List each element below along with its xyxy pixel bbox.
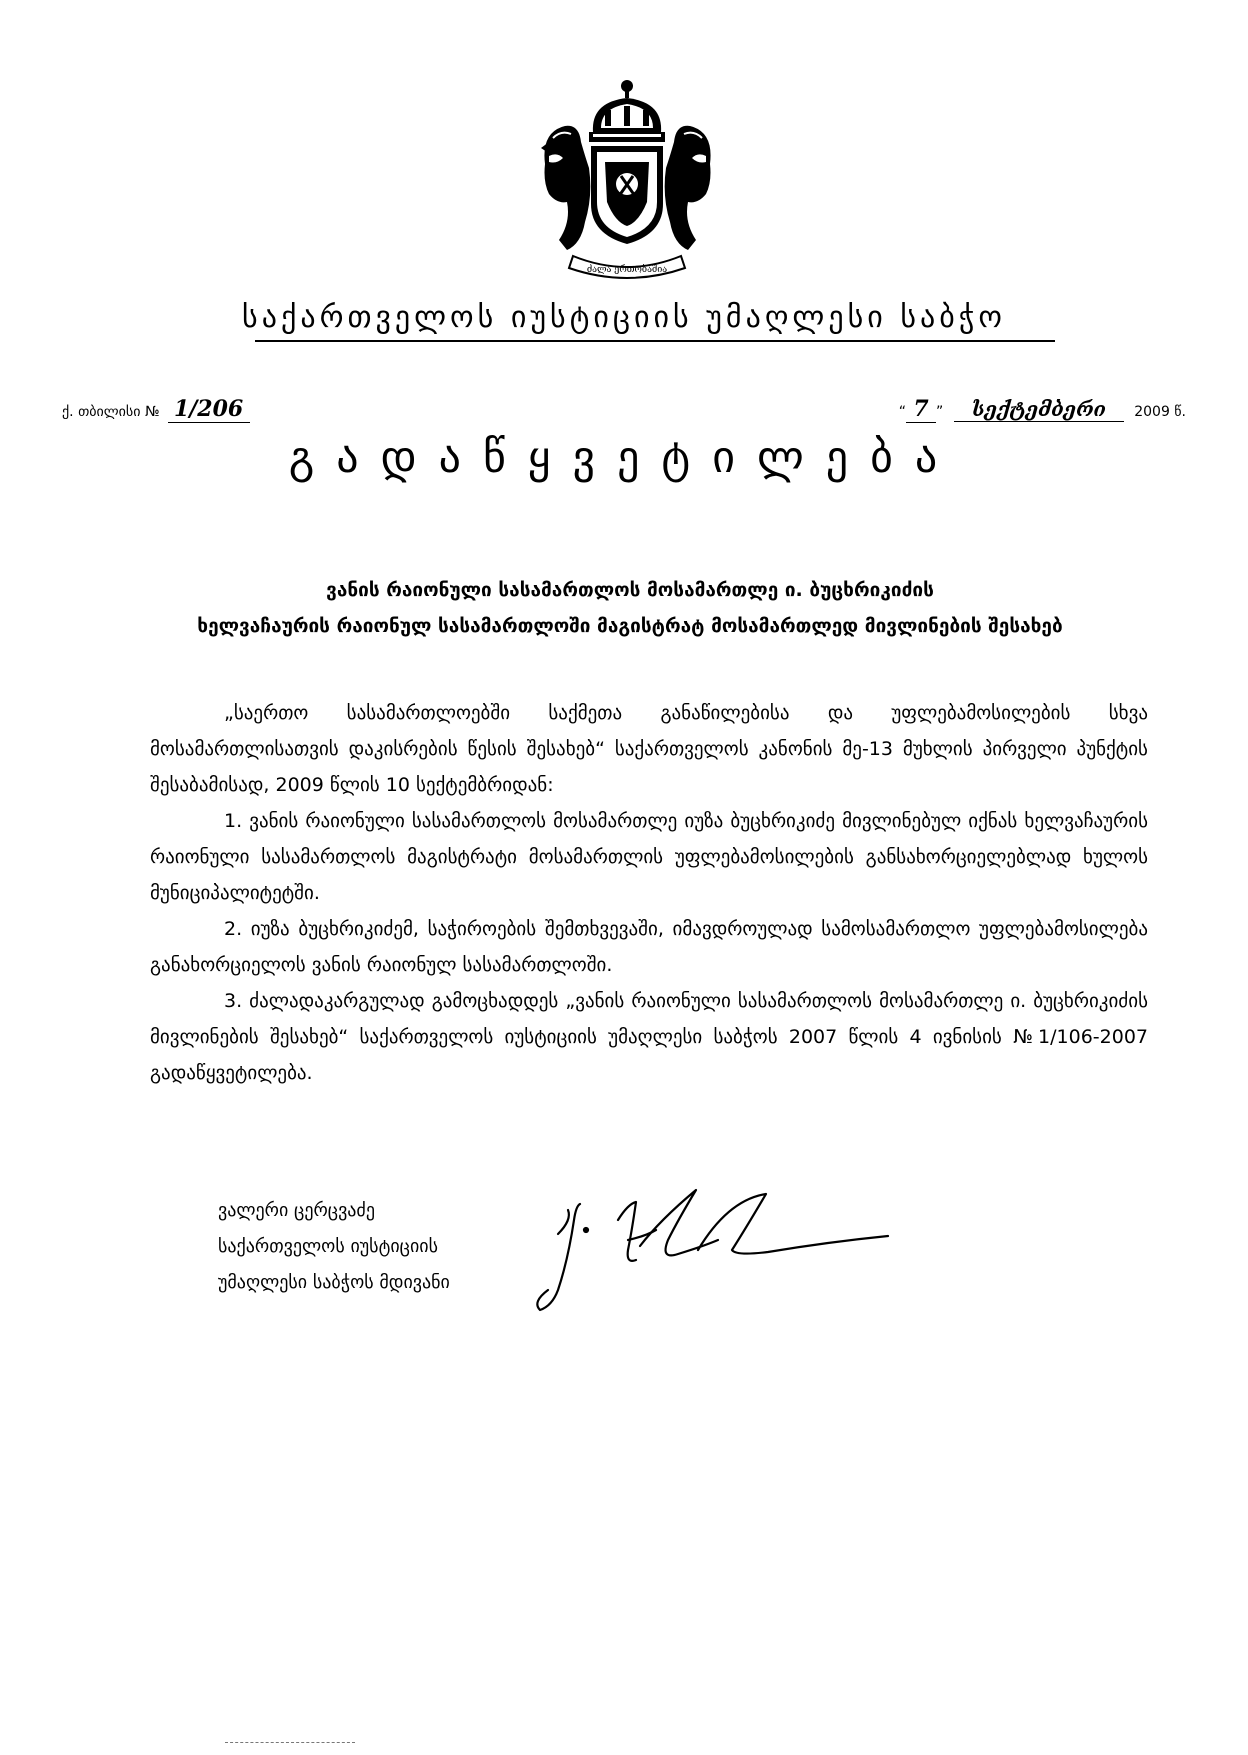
body-intro: „საერთო სასამართლოებში საქმეთა განაწილებისა და უფლებამოსილების სხვა მოსამართლისათვის დაკისრების წესის შესახებ“ საქართველოს კანონის მე-13 მუხლის პირველი პუნქტის შესაბამისად, 2009 წლის 10 სექტემბრიდან: (150, 702, 1148, 796)
signatory-name: ვალერი ცერცვაძე (218, 1200, 375, 1221)
subject-line-2: ხელვაჩაურის რაიონულ სასამართლოში მაგისტრატ მოსამართლედ მივლინების შესახებ (197, 615, 1063, 637)
signatory-position-2: უმაღლესი საბჭოს მდივანი (218, 1272, 450, 1293)
body-item-1: 1. ვანის რაიონული სასამართლოს მოსამართლე იუზა ბუცხრიკიძე მივლინებულ იქნას ხელვაჩაურის რაიონული სასამართლოს მაგისტრატი მოსამართლის უფლებამოსილების განსახორციელებლად ხულოს მუნიციპალიტეტში. (150, 810, 1148, 904)
institution-title: საქართველოს იუსტიციის უმაღლესი საბჭო (242, 300, 1006, 335)
document-type-heading: გადაწყვეტილება (288, 432, 960, 483)
footer-mark (225, 1742, 355, 1743)
header-divider (255, 340, 1055, 342)
number-value: 1/206 (168, 396, 250, 423)
document-number (62, 396, 250, 423)
svg-text:ძალა ერთობაშია: ძალა ერთობაშია (586, 265, 668, 275)
document-date: “ 7 ” სექტემბერი 2009 წ. (898, 396, 1186, 422)
signatory-block (218, 1193, 450, 1301)
coat-of-arms-emblem (535, 72, 720, 287)
subject-line-1: ვანის რაიონული სასამართლოს მოსამართლე ი. ბუცხრიკიძის (326, 579, 934, 601)
date-month: სექტემბერი (954, 397, 1124, 422)
signatory-position-1: საქართველოს იუსტიციის (218, 1236, 438, 1257)
handwritten-signature (528, 1180, 1008, 1315)
body-item-2: 2. იუზა ბუცხრიკიძემ, საჭიროების შემთხვევაში, იმავდროულად სამოსამართლო უფლებამოსილება განახორციელოს ვანის რაიონულ სასამართლოში. (150, 918, 1148, 976)
date-day: 7 (906, 396, 936, 423)
document-body (150, 695, 1148, 1091)
city-number-label: ქ. თბილისი № (62, 404, 160, 420)
body-item-3: 3. ძალადაკარგულად გამოცხადდეს „ვანის რაიონული სასამართლოს მოსამართლე ი. ბუცხრიკიძის მივლინების შესახებ“ საქართველოს იუსტიციის უმაღლესი საბჭოს 2007 წლის 4 ივნისის №1/106-2007 გადაწყვეტილება. (150, 990, 1148, 1084)
document-subject (110, 572, 1150, 644)
date-year: 2009 წ. (1134, 404, 1186, 420)
